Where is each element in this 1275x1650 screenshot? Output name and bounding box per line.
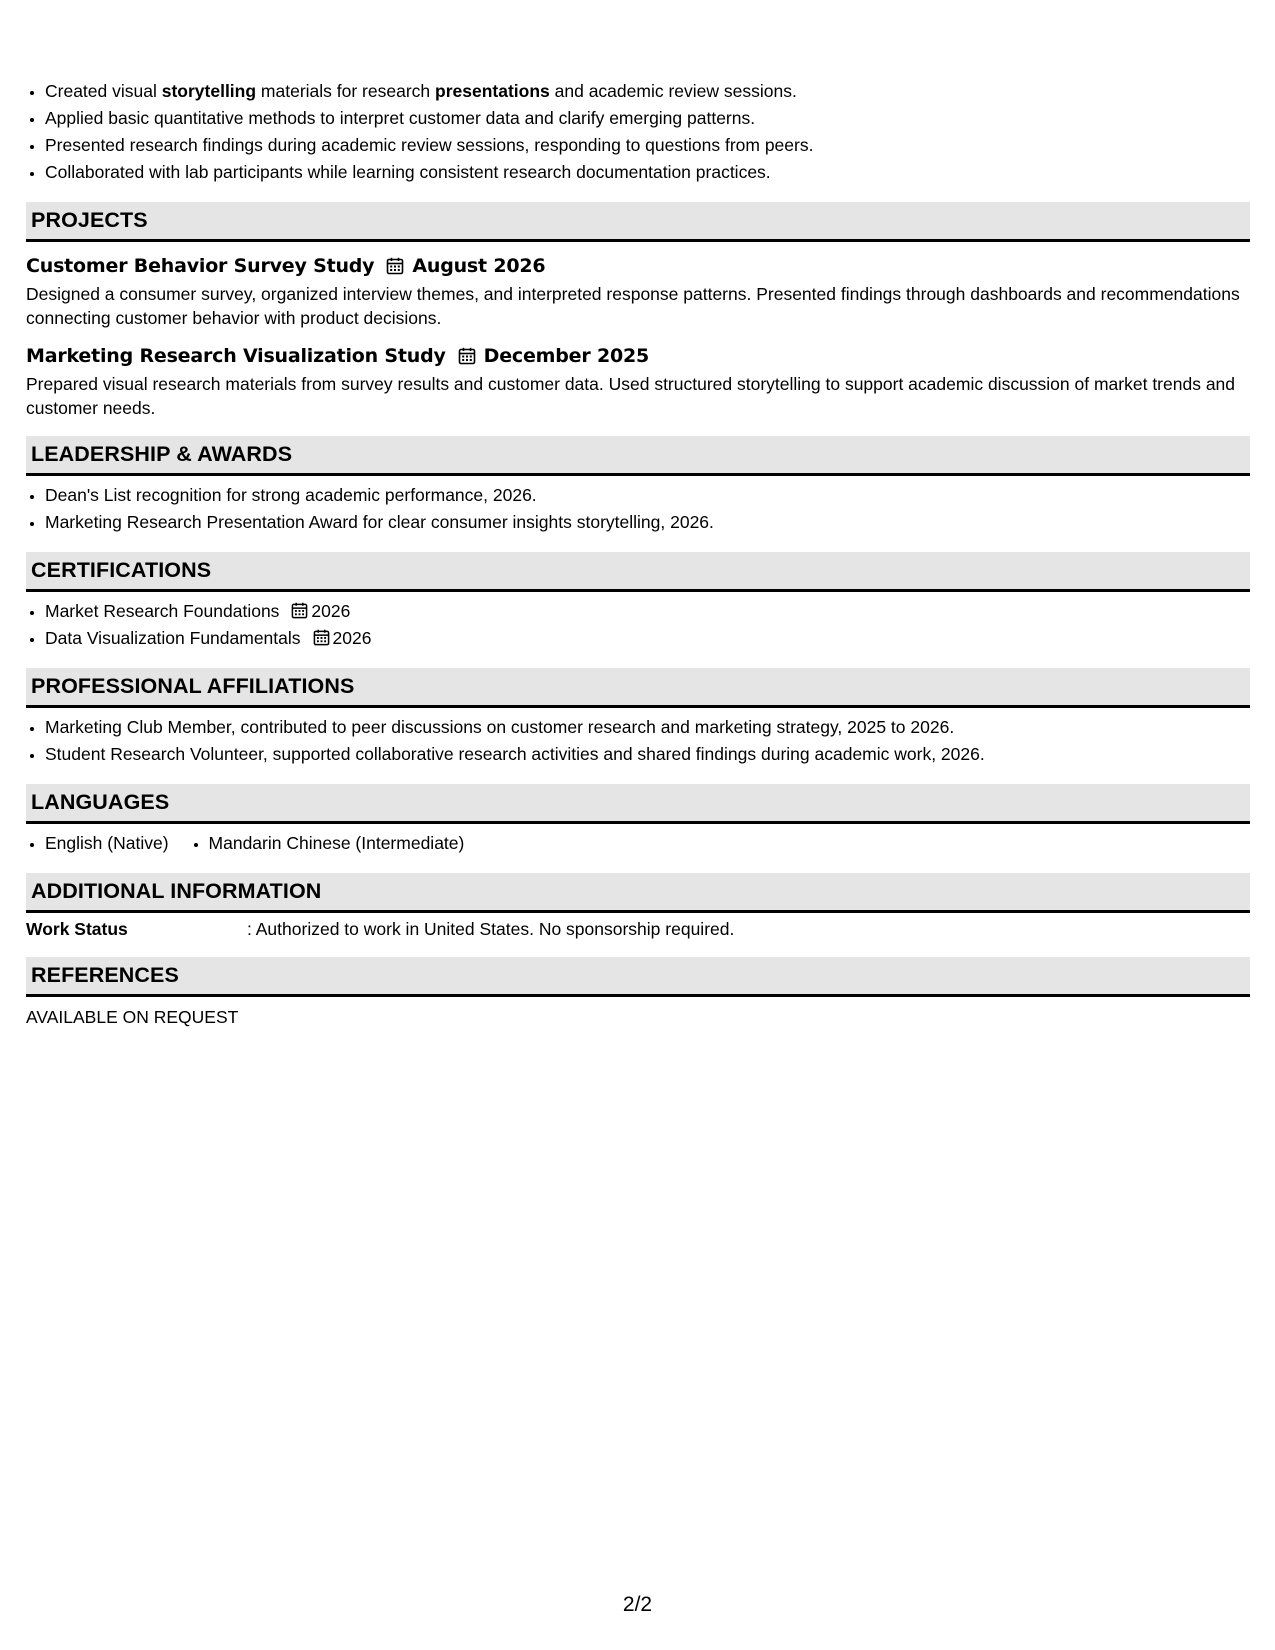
- awards-list: [26, 482, 1250, 536]
- resume-page: [26, 78, 1250, 1029]
- section-title: CERTIFICATIONS: [31, 558, 212, 582]
- list-item: [45, 625, 1250, 652]
- language-item: • English (Native): [45, 830, 169, 857]
- projects-section-header: [26, 202, 1250, 242]
- certifications-section-header: [26, 552, 1250, 592]
- calendar-icon: [313, 629, 330, 646]
- projects-section: [26, 242, 1250, 420]
- section-title: REFERENCES: [31, 963, 179, 987]
- affiliations-section: [26, 708, 1250, 768]
- project-date: August 2026: [412, 255, 546, 277]
- references-section-header: [26, 957, 1250, 997]
- certification-year: 2026: [311, 601, 351, 621]
- languages-section-header: [26, 784, 1250, 824]
- languages-section: [26, 824, 1250, 857]
- bold-keyword: presentations: [435, 81, 550, 101]
- additional-info-section-header: [26, 873, 1250, 913]
- experience-bullet: • Created visual storytelling materials for research presentations and academic review sessions.: [45, 78, 1250, 105]
- certifications-list: [26, 598, 1250, 652]
- section-title: LEADERSHIP & AWARDS: [31, 442, 293, 466]
- list-item: [45, 598, 1250, 625]
- language-item: • Mandarin Chinese (Intermediate): [209, 830, 465, 857]
- references-text: AVAILABLE ON REQUEST: [26, 1007, 239, 1027]
- experience-bullet: • Collaborated with lab participants while learning consistent research documentation practices.: [45, 159, 1250, 186]
- affiliations-section-header: [26, 668, 1250, 708]
- list-item: • Marketing Research Presentation Award for clear consumer insights storytelling, 2026.: [45, 509, 1250, 536]
- certification-name: Market Research Foundations: [45, 601, 280, 621]
- bold-keyword: storytelling: [161, 81, 257, 101]
- section-title: PROJECTS: [31, 208, 148, 232]
- project-description: Designed a consumer survey, organized interview themes, and interpreted response patterns. Presented findings through dashboards and recommendations connecting customer behavior with product decisions.: [26, 284, 1240, 328]
- leadership-section-header: [26, 436, 1250, 476]
- page-number: 2/2: [622, 1593, 653, 1616]
- affiliations-list: [26, 714, 1250, 768]
- languages-list: [26, 830, 1250, 857]
- work-status-label: Work Status: [26, 919, 128, 939]
- project-description: Prepared visual research materials from survey results and customer data. Used structured storytelling to support academic discussion of market trends and customer needs.: [26, 374, 1236, 418]
- list-item: • Dean's List recognition for strong academic performance, 2026.: [45, 482, 1250, 509]
- project-title: Marketing Research Visualization Study December 2025: [26, 345, 650, 367]
- work-status-row: [26, 913, 1250, 941]
- list-item: • Student Research Volunteer, supported collaborative research activities and shared findings during academic work, 2026.: [45, 741, 1250, 768]
- calendar-icon: [386, 257, 404, 275]
- calendar-icon: [458, 347, 476, 365]
- certifications-section: [26, 592, 1250, 652]
- list-item: • Marketing Club Member, contributed to peer discussions on customer research and marketing strategy, 2025 to 2026.: [45, 714, 1250, 741]
- work-status-value: : Authorized to work in United States. No sponsorship required.: [247, 919, 735, 939]
- project-date: December 2025: [483, 345, 650, 367]
- experience-bullet: • Applied basic quantitative methods to interpret customer data and clarify emerging patterns.: [45, 105, 1250, 132]
- experience-bullets: [26, 78, 1250, 186]
- project-title: Customer Behavior Survey Study August 2026: [26, 255, 546, 277]
- leadership-section: [26, 476, 1250, 536]
- certification-name: Data Visualization Fundamentals: [45, 628, 301, 648]
- experience-bullet: • Presented research findings during academic review sessions, responding to questions from peers.: [45, 132, 1250, 159]
- section-title: PROFESSIONAL AFFILIATIONS: [31, 674, 355, 698]
- calendar-icon: [291, 602, 308, 619]
- certification-year: 2026: [332, 628, 372, 648]
- section-title: ADDITIONAL INFORMATION: [31, 879, 322, 903]
- section-title: LANGUAGES: [31, 790, 170, 814]
